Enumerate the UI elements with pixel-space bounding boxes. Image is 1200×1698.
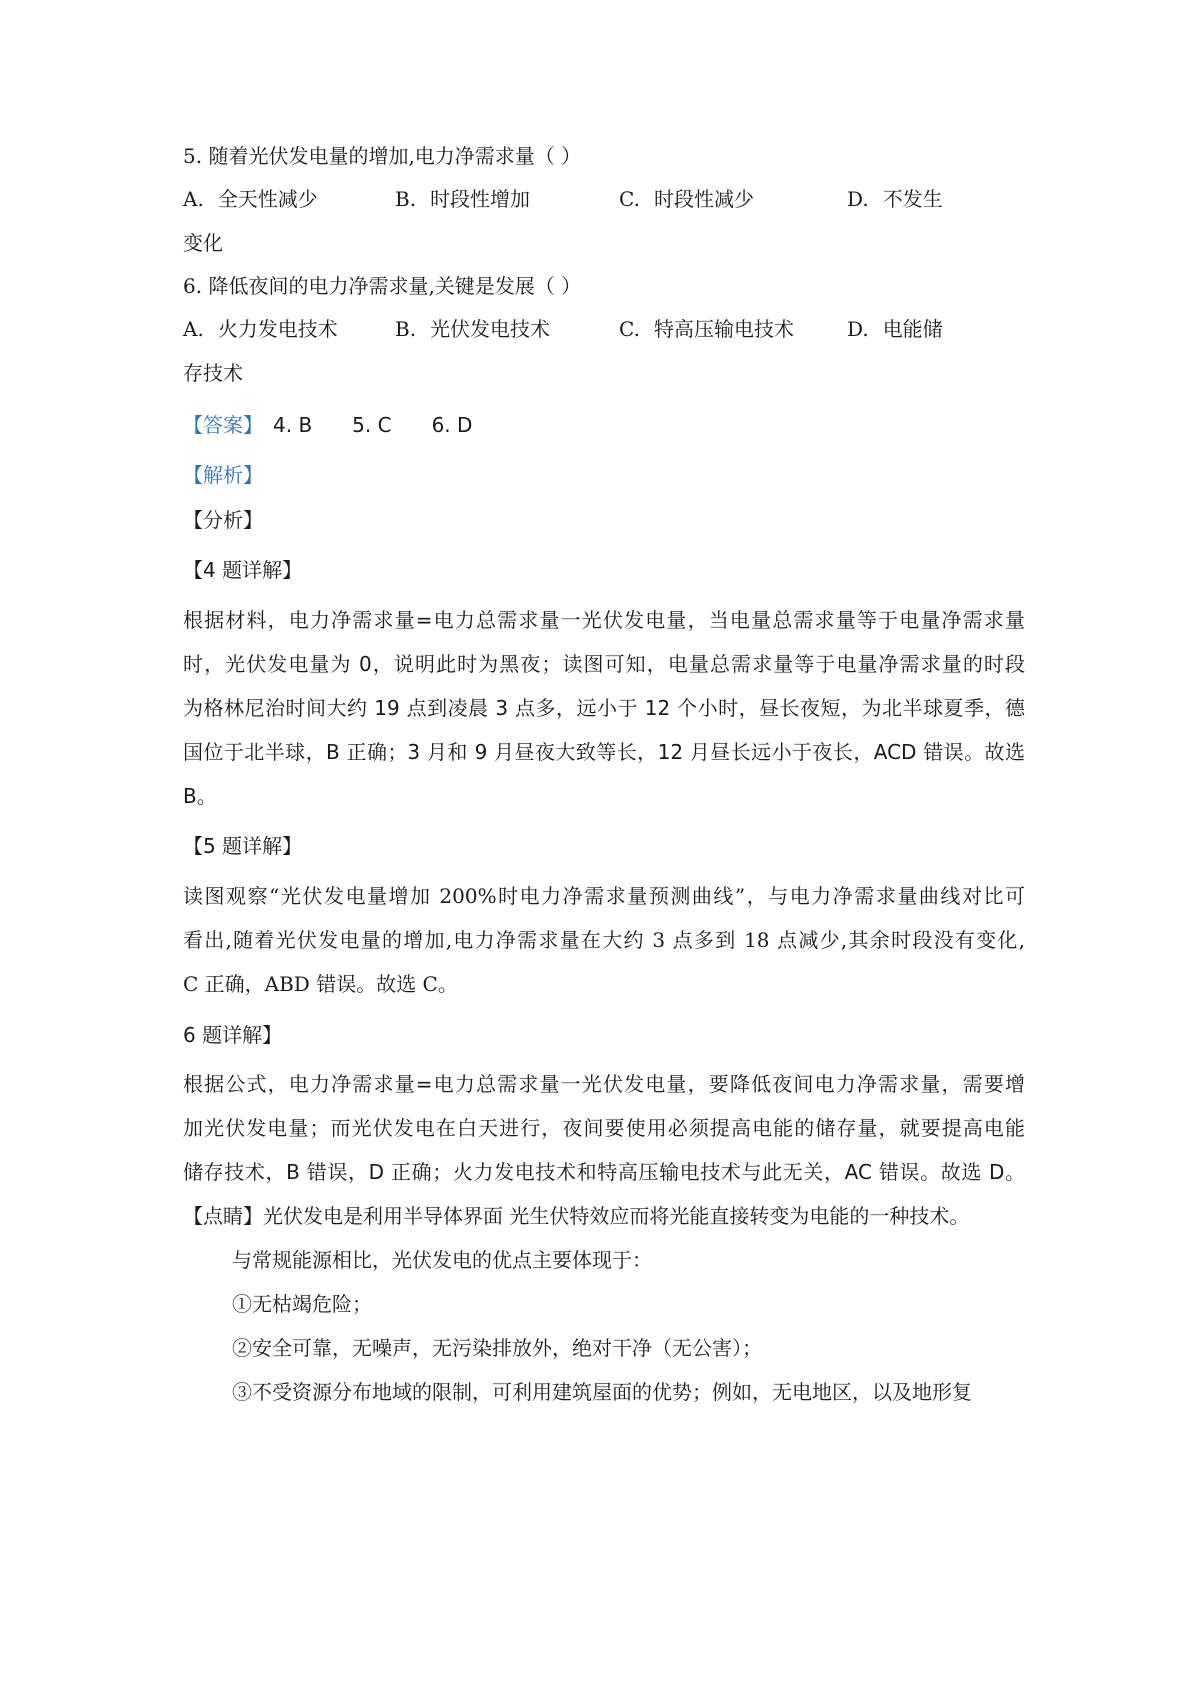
question-6-option-c: C. 特高压输电技术: [619, 317, 794, 341]
detail-4-line: 为格林尼治时间大约 19 点到凌晨 3 点多，远小于 12 个小时，昼长夜短，为北半球夏季，德: [183, 696, 1025, 720]
dianjing-line: ③不受资源分布地域的限制，可利用建筑屋面的优势；例如，无电地区，以及地形复: [232, 1380, 972, 1404]
question-5-option-c: C. 时段性减少: [619, 187, 754, 211]
detail-4-line: 国位于北半球，B 正确；3 月和 9 月昼夜大致等长，12 月昼长远小于夜长，ACD 错误。故选: [183, 740, 1025, 764]
detail-4-line: B。: [183, 784, 217, 808]
question-5-options: [183, 184, 1025, 214]
question-6-option-a: A. 火力发电技术: [183, 317, 338, 341]
detail-5-heading: 【5 题详解】: [183, 834, 303, 858]
dianjing-line: 与常规能源相比，光伏发电的优点主要体现于：: [232, 1248, 652, 1272]
answer-label: 【答案】: [183, 413, 263, 437]
question-6-stem: 6. 降低夜间的电力净需求量,关键是发展（ ）: [183, 274, 582, 298]
detail-6-line: 根据公式，电力净需求量=电力总需求量一光伏发电量，要降低夜间电力净需求量，需要增: [183, 1072, 1025, 1096]
dianjing-line: ②安全可靠，无噪声，无污染排放外，绝对干净（无公害）；: [232, 1336, 762, 1360]
answer-4: 4. B: [273, 413, 313, 437]
analysis-label: 【解析】: [183, 463, 263, 487]
detail-6-heading: 6 题详解】: [183, 1023, 283, 1047]
detail-6-line: 储存技术，B 错误，D 正确；火力发电技术和特高压输电技术与此无关，AC 错误。故选 D。: [183, 1160, 1025, 1184]
answer-line: [183, 410, 512, 440]
question-6-option-b: B. 光伏发电技术: [395, 317, 551, 341]
question-5-stem: 5. 随着光伏发电量的增加,电力净需求量（ ）: [183, 144, 582, 168]
detail-4-line: 时，光伏发电量为 0，说明此时为黑夜；读图可知，电量总需求量等于电量净需求量的时段: [183, 652, 1025, 676]
question-5-option-d: D. 不发生: [847, 187, 943, 211]
dianjing-line: [183, 1201, 969, 1231]
detail-5-line: 读图观察“光伏发电量增加 200%时电力净需求量预测曲线”，与电力净需求量曲线对比可: [183, 884, 1025, 908]
question-5-option-d-wrap: 变化: [183, 231, 223, 255]
detail-5-line: 看出,随着光伏发电量的增加,电力净需求量在大约 3 点多到 18 点减少,其余时段没有变化,: [183, 928, 1025, 952]
question-5-option-a: A. 全天性减少: [183, 187, 318, 211]
fenxi-label: 【分析】: [183, 508, 263, 532]
detail-4-heading: 【4 题详解】: [183, 558, 303, 582]
detail-4-line: 根据材料，电力净需求量=电力总需求量一光伏发电量，当电量总需求量等于电量净需求量: [183, 608, 1025, 632]
question-6-option-d: D. 电能储: [847, 317, 943, 341]
dianjing-text: 光伏发电是利用半导体界面 光生伏特效应而将光能直接转变为电能的一种技术。: [263, 1204, 970, 1228]
answer-5: 5. C: [352, 413, 392, 437]
detail-5-line: C 正确，ABD 错误。故选 C。: [183, 972, 458, 996]
detail-6-line: 加光伏发电量；而光伏发电在白天进行，夜间要使用必须提高电能的储存量，就要提高电能: [183, 1116, 1025, 1140]
question-5-option-b: B. 时段性增加: [395, 187, 531, 211]
question-6-option-d-wrap: 存技术: [183, 361, 243, 385]
dianjing-line: ①无枯竭危险；: [232, 1292, 372, 1316]
question-6-options: [183, 314, 1025, 344]
dianjing-label: 【点睛】: [183, 1204, 263, 1228]
answer-6: 6. D: [431, 413, 473, 437]
